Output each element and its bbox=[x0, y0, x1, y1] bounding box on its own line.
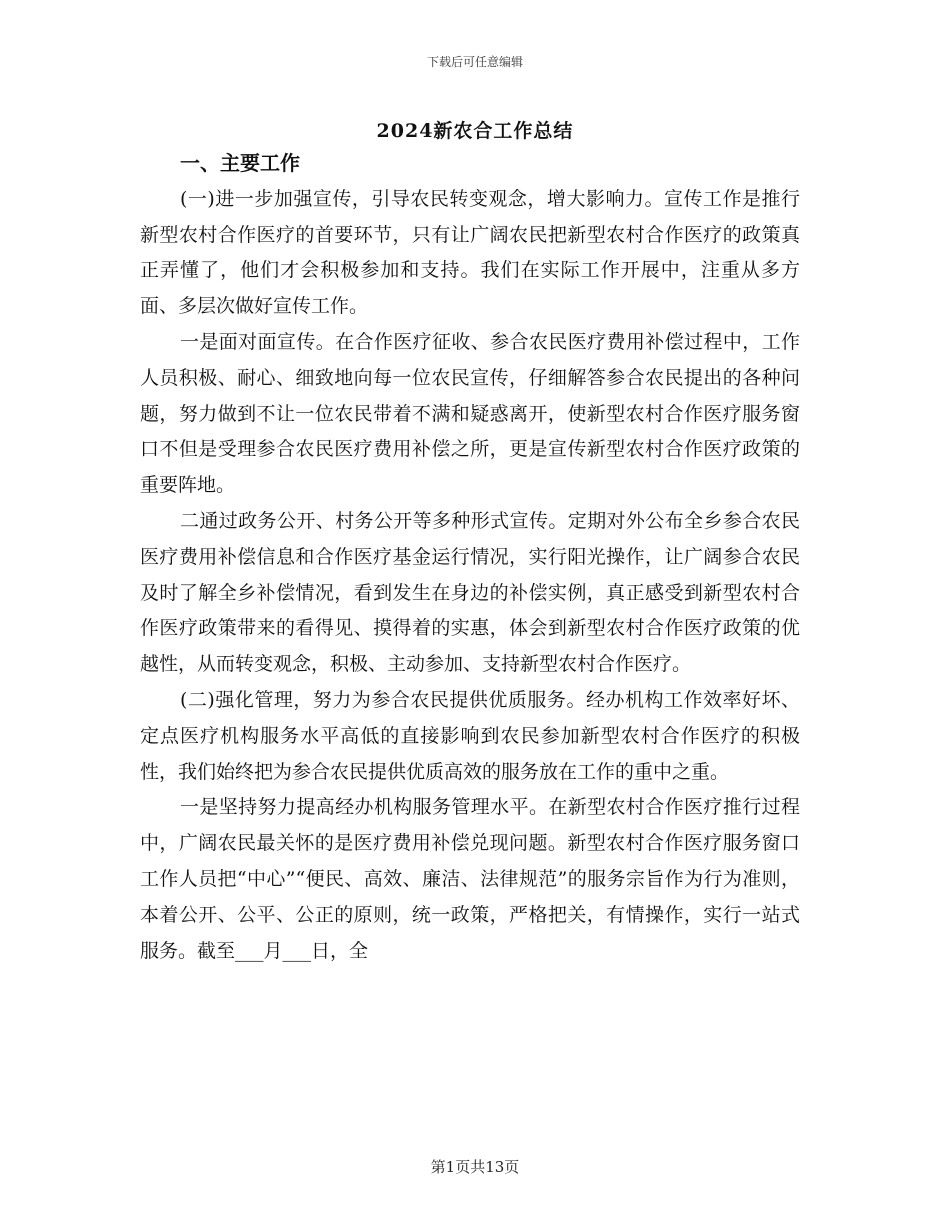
paragraph: 二通过政务公开、村务公开等多种形式宣传。定期对外公布全乡参合农民医疗费用补偿信息和合作医疗基金运行情况，实行阳光操作，让广阔参合农民及时了解全乡补偿情况，看到发生在身边的补偿实例，真正感受到新型农村合作医疗政策带来的看得见、摸得着的实惠，体会到新型农村合作医疗政策的优越性，从而转变观念，积极、主动参加、支持新型农村合作医疗。 bbox=[140, 509, 800, 676]
document-title: 2024新农合工作总结 bbox=[376, 120, 574, 142]
document-body bbox=[140, 146, 800, 969]
paragraph: (二)强化管理，努力为参合农民提供优质服务。经办机构工作效率好坏、定点医疗机构服务水平高低的直接影响到农民参加新型农村合作医疗的积极性，我们始终把为参合农民提供优质高效的服务放在工作的重中之重。 bbox=[140, 688, 800, 783]
paragraph: 一是面对面宣传。在合作医疗征收、参合农民医疗费用补偿过程中，工作人员积极、耐心、细致地向每一位农民宣传，仔细解答参合农民提出的各种问题，努力做到不让一位农民带着不满和疑惑离开，使新型农村合作医疗服务窗口不但是受理参合农民医疗费用补偿之所，更是宣传新型农村合作医疗政策的重要阵地。 bbox=[140, 330, 800, 497]
paragraph: 一是坚持努力提高经办机构服务管理水平。在新型农村合作医疗推行过程中，广阔农民最关怀的是医疗费用补偿兑现问题。新型农村合作医疗服务窗口工作人员把“中心”“便民、高效、廉洁、法律规范”的服务宗旨作为行为准则，本着公开、公平、公正的原则，统一政策，严格把关，有情操作，实行一站式服务。截至___月___日，全 bbox=[140, 796, 800, 962]
paragraph: (一)进一步加强宣传，引导农民转变观念，增大影响力。宣传工作是推行新型农村合作医疗的首要环节，只有让广阔农民把新型农村合作医疗的政策真正弄懂了，他们才会积极参加和支持。我们在实际工作开展中，注重从多方面、多层次做好宣传工作。 bbox=[140, 187, 800, 318]
section-heading: 一、主要工作 bbox=[180, 151, 300, 175]
page-header: 下载后可任意编辑 bbox=[426, 55, 523, 69]
page-footer: 第1页共13页 bbox=[430, 1158, 520, 1176]
